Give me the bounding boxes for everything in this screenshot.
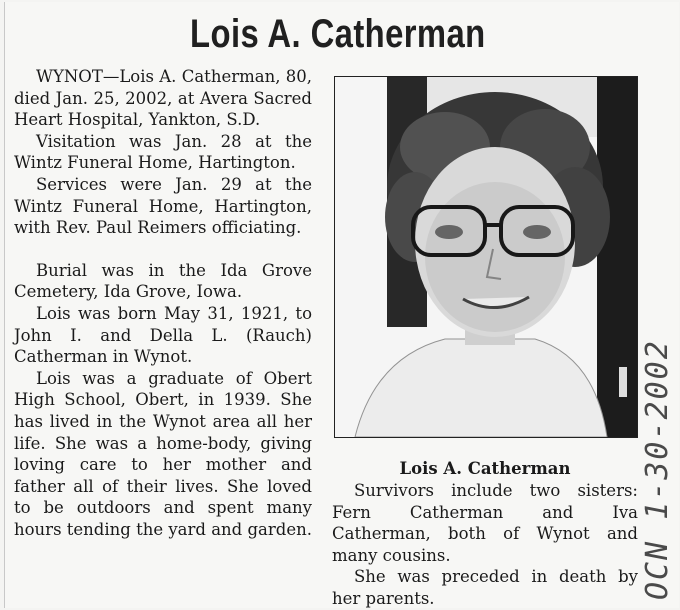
paragraph-birth: Lois was born May 31, 1921, to John I. and Della L. (Rauch) Catherman in Wynot.: [14, 303, 312, 367]
paragraph-preceded: She was preceded in death by her parents.: [332, 567, 638, 608]
right-column: [332, 480, 638, 610]
portrait-photo: [334, 76, 638, 438]
handwritten-date-note: OCN 1-30-2002: [640, 339, 675, 600]
left-column: [14, 66, 312, 540]
portrait-image: [335, 77, 637, 437]
paragraph-visitation: Visitation was Jan. 28 at the Wintz Funeral Home, Hartington.: [14, 131, 312, 173]
obituary-headline: Lois A. Catherman: [190, 12, 486, 56]
paragraph-services: Services were Jan. 29 at the Wintz Funeral Home, Hartington, with Rev. Paul Reimers officiating.: [14, 174, 312, 238]
paragraph-survivors: Survivors include two sisters: Fern Catherman and Iva Catherman, both of Wynot and many cousins.: [332, 481, 638, 565]
paragraph-burial: Burial was in the Ida Grove Cemetery, Ida Grove, Iowa.: [14, 260, 312, 302]
photo-caption: Lois A. Catherman: [399, 459, 571, 478]
paragraph-life: Lois was a graduate of Obert High School, Obert, in 1939. She has lived in the Wynot area all her life. She was a home-body, giving loving care to her mother and father all of their lives. She loved to be outdoors and spent many hours tending the yard and garden.: [14, 368, 312, 539]
paragraph-death: WYNOT—Lois A. Catherman, 80, died Jan. 25, 2002, at Avera Sacred Heart Hospital, Yankton, S.D.: [14, 67, 312, 130]
